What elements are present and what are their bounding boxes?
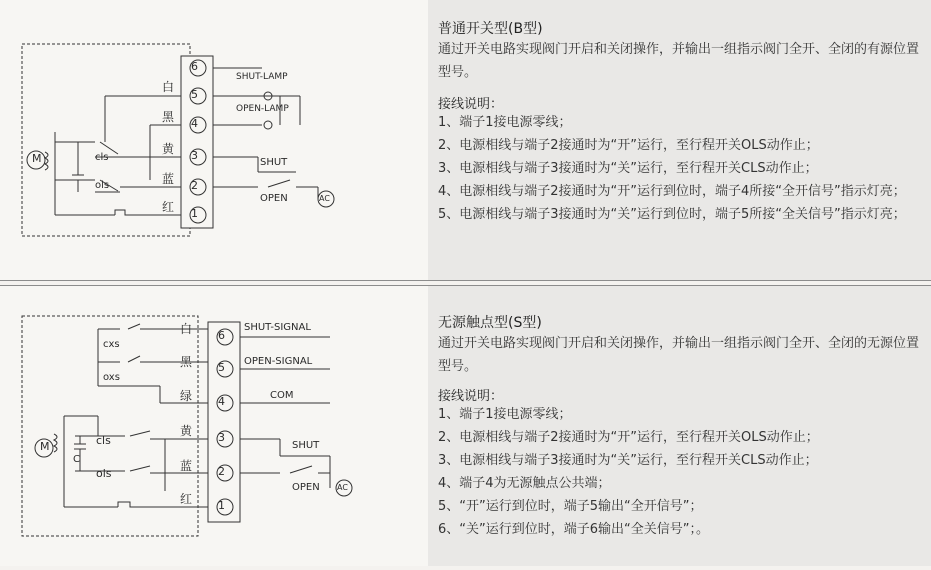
b-type-desc: 通过开关电路实现阀门开启和关闭操作，并输出一组指示阀门全开、全闭的有源位置型号。 [438, 42, 920, 80]
b-terminal-2: 2 [191, 179, 198, 192]
b-type-description [428, 0, 931, 280]
b-open-lamp-label: OPEN-LAMP [236, 104, 289, 114]
s-step-3: 3、电源相线与端子3接通时为“关”运行，至行程开关CLS动作止； [438, 453, 818, 468]
b-shut-lamp-label: SHUT-LAMP [236, 72, 288, 82]
s-terminal-2: 2 [218, 465, 225, 478]
b-ols-label: ols [95, 180, 110, 191]
s-terminal-1: 1 [218, 499, 225, 512]
b-wiring-steps [438, 111, 928, 226]
b-wire-yellow: 黄 [162, 142, 175, 156]
b-type-wiring-diagram [0, 0, 429, 280]
b-open-label: OPEN [260, 193, 288, 204]
s-open-label: OPEN [292, 482, 320, 493]
s-type-panel [0, 285, 931, 566]
b-step-5: 5、电源相线与端子3接通时为“关”运行到位时，端子5所接“全关信号”指示灯亮； [438, 207, 906, 222]
b-type-circuit-svg [0, 0, 428, 280]
b-shut-label: SHUT [260, 157, 288, 168]
b-terminal-5: 5 [191, 88, 198, 101]
s-oxs-label: oxs [103, 372, 120, 383]
s-wire-yellow: 黄 [180, 424, 193, 438]
s-terminal-5: 5 [218, 361, 225, 374]
s-ac-source: AC [337, 483, 348, 492]
b-motor-symbol: M [32, 152, 42, 165]
b-step-1: 1、端子1接电源零线； [438, 115, 572, 130]
s-step-2: 2、电源相线与端子2接通时为“开”运行，至行程开关OLS动作止； [438, 430, 819, 445]
s-open-signal-label: OPEN-SIGNAL [244, 356, 313, 367]
b-wire-red: 红 [162, 200, 175, 214]
b-terminal-4: 4 [191, 117, 198, 130]
b-wire-black: 黑 [162, 110, 175, 124]
s-motor-symbol: M [40, 440, 50, 453]
b-wire-white: 白 [162, 80, 175, 94]
b-step-2: 2、电源相线与端子2接通时为“开”运行，至行程开关OLS动作止； [438, 138, 819, 153]
s-wire-black: 黑 [180, 355, 193, 369]
b-terminal-3: 3 [191, 149, 198, 162]
b-ac-source: AC [319, 194, 330, 203]
b-type-title: 普通开关型(B型) [438, 21, 543, 37]
s-cxs-label: cxs [103, 339, 120, 350]
s-wire-white: 白 [180, 322, 193, 336]
s-cap-label: C [73, 454, 80, 465]
s-wire-red: 红 [180, 492, 193, 506]
s-type-title: 无源触点型(S型) [438, 315, 542, 331]
s-type-desc: 通过开关电路实现阀门开启和关闭操作，并输出一组指示阀门全开、全闭的无源位置型号。 [438, 336, 920, 374]
s-type-circuit-svg [0, 286, 428, 566]
b-step-4: 4、电源相线与端子2接通时为“开”运行到位时，端子4所接“全开信号”指示灯亮； [438, 184, 906, 199]
s-ols-label: ols [96, 467, 112, 480]
s-terminal-6: 6 [218, 329, 225, 342]
b-wiring-title: 接线说明： [438, 97, 504, 112]
s-step-1: 1、端子1接电源零线； [438, 407, 572, 422]
s-step-6: 6、“关”运行到位时，端子6输出“全关信号”；。 [438, 522, 709, 537]
s-wire-green: 绿 [180, 389, 193, 403]
s-shut-label: SHUT [292, 440, 320, 451]
s-step-5: 5、“开”运行到位时，端子5输出“全开信号”； [438, 499, 703, 514]
s-terminal-4: 4 [218, 395, 225, 408]
b-wire-blue: 蓝 [162, 172, 175, 186]
s-type-description [428, 286, 931, 566]
s-terminal-3: 3 [218, 431, 225, 444]
s-shut-signal-label: SHUT-SIGNAL [244, 322, 311, 333]
s-wiring-title: 接线说明： [438, 389, 504, 404]
s-step-4: 4、端子4为无源触点公共端； [438, 476, 611, 491]
s-cls-label: cls [96, 434, 111, 447]
b-step-3: 3、电源相线与端子3接通时为“关”运行，至行程开关CLS动作止； [438, 161, 818, 176]
s-wiring-steps [438, 403, 928, 541]
s-type-wiring-diagram [0, 286, 429, 566]
b-cls-label: cls [95, 152, 109, 163]
b-terminal-1: 1 [191, 207, 198, 220]
b-type-panel [0, 0, 931, 281]
s-wire-blue: 蓝 [180, 459, 193, 473]
b-terminal-6: 6 [191, 60, 198, 73]
s-com-label: COM [270, 390, 294, 401]
